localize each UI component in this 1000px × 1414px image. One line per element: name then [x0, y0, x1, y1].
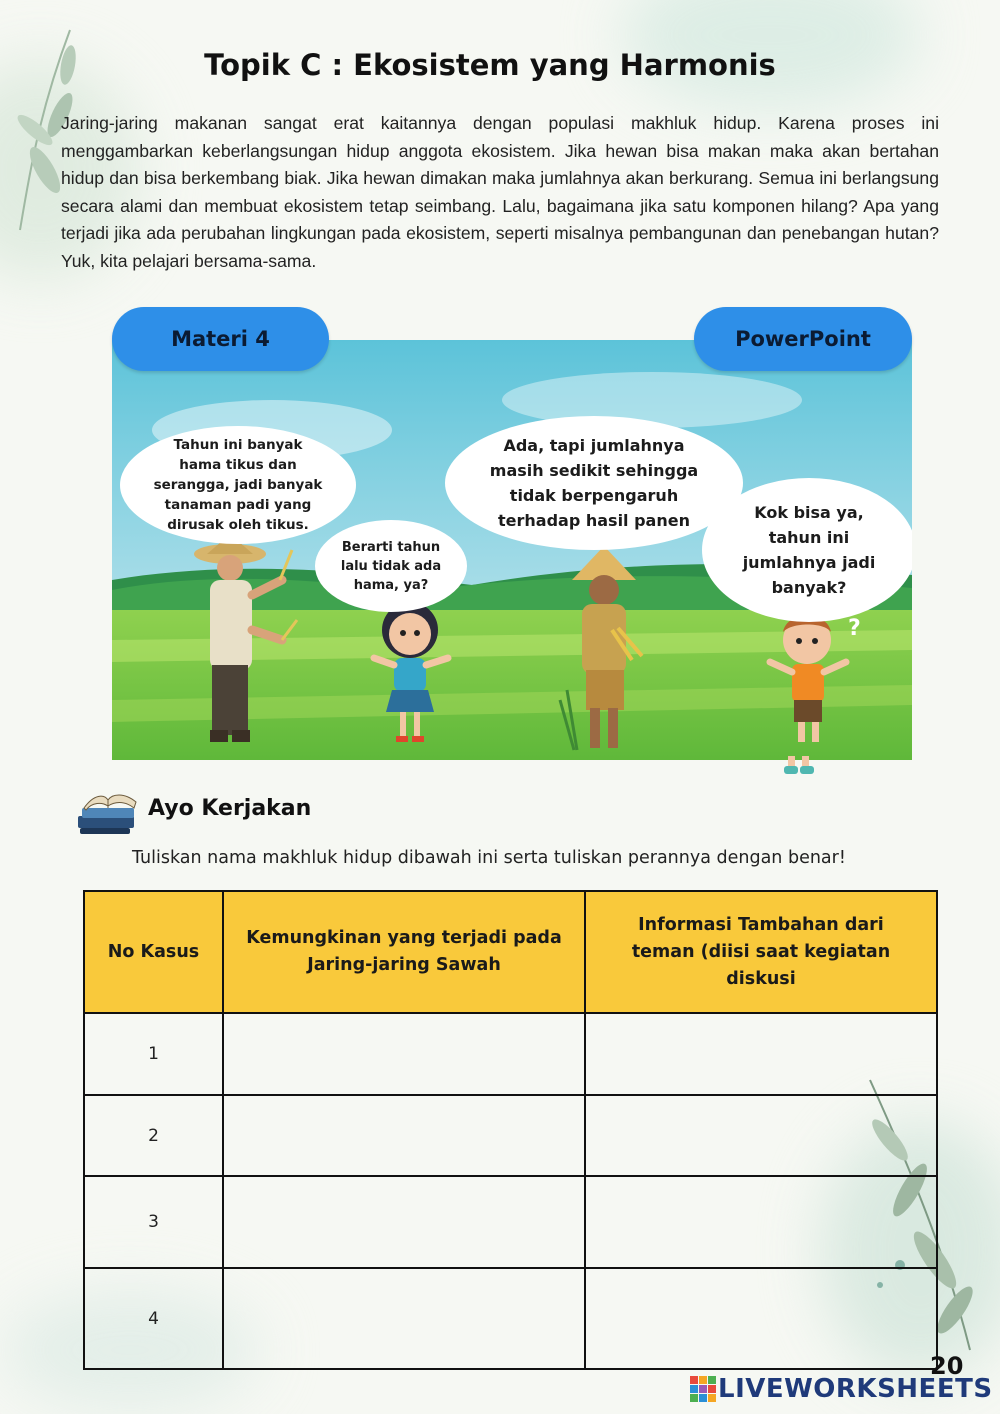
answer-cell-kemungkinan[interactable] [223, 1268, 585, 1369]
table-row [84, 1268, 937, 1369]
page-title: Topik C : Ekosistem yang Harmonis [204, 48, 776, 82]
answer-cell-kemungkinan[interactable] [223, 1176, 585, 1268]
case-number: 2 [84, 1095, 223, 1176]
table-row [84, 1013, 937, 1095]
boy-feet [780, 756, 840, 780]
speech-bubble-girl: Berarti tahun lalu tidak ada hama, ya? [315, 520, 467, 612]
answer-cell-informasi[interactable] [585, 1013, 937, 1095]
answer-cell-informasi[interactable] [585, 1095, 937, 1176]
answer-cell-informasi[interactable] [585, 1268, 937, 1369]
header-informasi: Informasi Tambahan dari teman (diisi saat kegiatan diskusi [585, 891, 937, 1013]
intro-paragraph: Jaring-jaring makanan sangat erat kaitannya dengan populasi makhluk hidup. Karena proses ini menggambarkan keberlangsungan hidup anggota ekosistem. Jika hewan bisa makan maka akan bertahan hidup dan bisa berkembang biak. Jika hewan dimakan maka jumlahnya akan berkurang. Semua ini berlangsung secara alami dan membuat ekosistem tetap seimbang. Lalu, bagaimana jika satu komponen hilang? Apa yang terjadi jika ada perubahan lingkungan pada ekosistem, seperti misalnya pembangunan dan penebangan hutan? Yuk, kita pelajari bersama-sama. [61, 113, 939, 271]
book-icon [74, 786, 140, 838]
materi-label: Materi 4 [112, 307, 329, 371]
table-row [84, 1176, 937, 1268]
speech-bubble-farmer: Tahun ini banyak hama tikus dan serangga, jadi banyak tanaman padi yang dirusak oleh tikus. [120, 426, 356, 544]
speech-bubble-woman: Ada, tapi jumlahnya masih sedikit sehingga tidak berpengaruh terhadap hasil panen [445, 416, 743, 550]
page-number: 20 [930, 1352, 964, 1380]
answer-cell-kemungkinan[interactable] [223, 1095, 585, 1176]
section-heading: Ayo Kerjakan [148, 796, 312, 821]
scene-illustration [112, 340, 912, 760]
case-number: 4 [84, 1268, 223, 1369]
case-number: 1 [84, 1013, 223, 1095]
powerpoint-link-button[interactable]: PowerPoint [694, 307, 912, 371]
table-header-row [84, 891, 937, 1013]
table-row [84, 1095, 937, 1176]
liveworksheets-logo[interactable] [690, 1374, 993, 1404]
header-kemungkinan: Kemungkinan yang terjadi pada Jaring-jaring Sawah [223, 891, 585, 1013]
question-mark: ? [848, 616, 861, 641]
answer-cell-informasi[interactable] [585, 1176, 937, 1268]
instruction-text: Tuliskan nama makhluk hidup dibawah ini serta tuliskan perannya dengan benar! [132, 848, 846, 868]
liveworksheets-brand: LIVEWORKSHEETS [718, 1374, 993, 1404]
answer-cell-kemungkinan[interactable] [223, 1013, 585, 1095]
case-number: 3 [84, 1176, 223, 1268]
worksheet-table [83, 890, 938, 1370]
liveworksheets-logo-icon [690, 1376, 716, 1402]
speech-bubble-boy: Kok bisa ya, tahun ini jumlahnya jadi banyak? [702, 478, 912, 622]
header-no-kasus: No Kasus [84, 891, 223, 1013]
